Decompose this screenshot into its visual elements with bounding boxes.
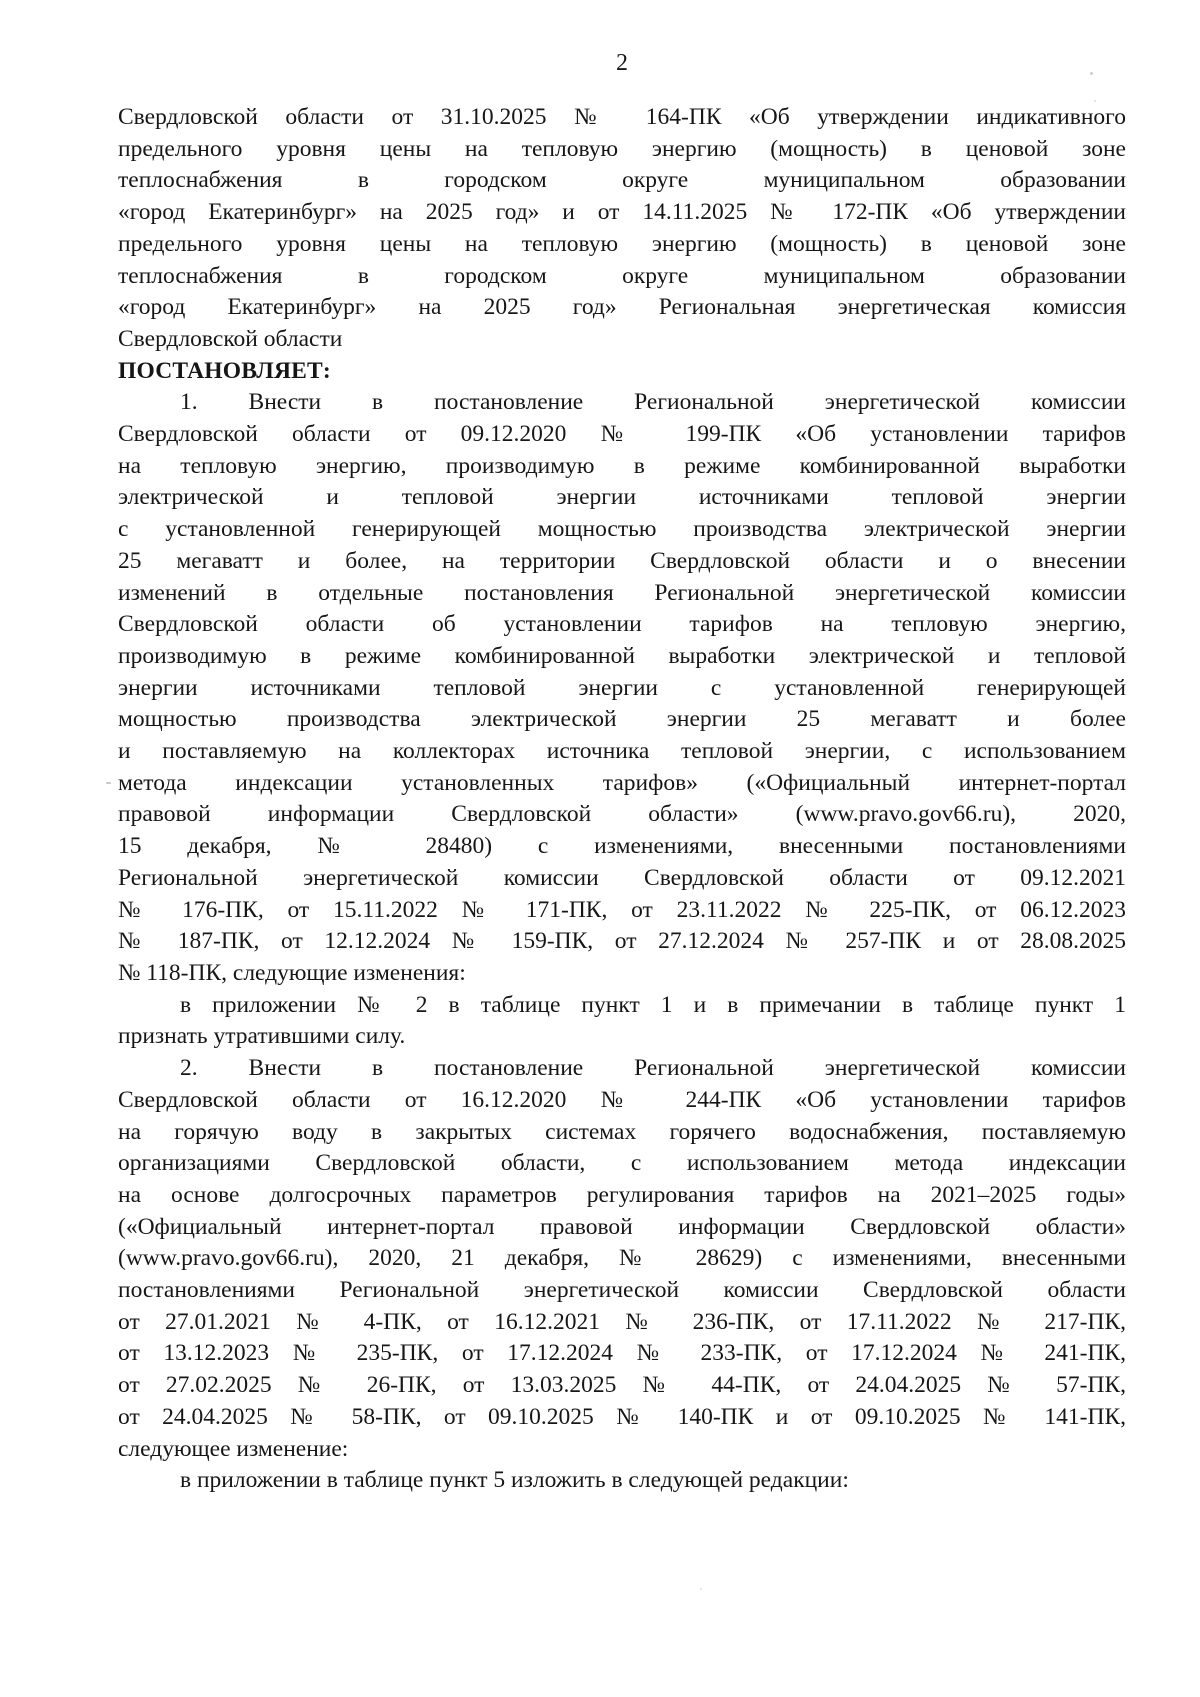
text-line: организациями Свердловской области, с использованием метода индексации — [118, 1150, 1126, 1177]
text-line: Свердловской области — [118, 325, 343, 352]
text-line: (www.pravo.gov66.ru), 2020, 21 декабря, № 28629) с изменениями, внесенными — [118, 1245, 1126, 1272]
text-line: предельного уровня цены на тепловую энергию (мощность) в ценовой зоне — [118, 230, 1126, 257]
text-line: энергии источниками тепловой энергии с установленной генерирующей — [118, 674, 1126, 701]
text-line: «город Екатеринбург» на 2025 год» Региональная энергетическая комиссия — [118, 294, 1126, 321]
text-line: («Официальный интернет-портал правовой информации Свердловской области» — [118, 1213, 1126, 1240]
text-line: Свердловской области от 31.10.2025 № 164-ПК «Об утверждении индикативного — [118, 104, 1126, 130]
text-line: от 13.12.2023 № 235-ПК, от 17.12.2024 № 233-ПК, от 17.12.2024 № 241-ПК, — [118, 1340, 1126, 1367]
text-line: от 27.01.2021 № 4-ПК, от 16.12.2021 № 236-ПК, от 17.11.2022 № 217-ПК, — [118, 1308, 1126, 1335]
text-line: в приложении № 2 в таблице пункт 1 и в примечании в таблице пункт 1 — [180, 991, 1126, 1018]
text-line: мощностью производства электрической энергии 25 мегаватт и более — [118, 706, 1126, 733]
text-line: на основе долгосрочных параметров регулирования тарифов на 2021–2025 годы» — [118, 1181, 1126, 1208]
text-line: предельного уровня цены на тепловую энергию (мощность) в ценовой зоне — [118, 135, 1126, 162]
text-line: на горячую воду в закрытых системах горячего водоснабжения, поставляемую — [118, 1118, 1126, 1145]
text-line: от 24.04.2025 № 58-ПК, от 09.10.2025 № 140-ПК и от 09.10.2025 № 141-ПК, — [118, 1403, 1126, 1430]
text-line: Региональной энергетической комиссии Свердловской области от 09.12.2021 — [118, 864, 1126, 891]
text-line: теплоснабжения в городском округе муниципальном образовании — [118, 262, 1126, 289]
text-line: и поставляемую на коллекторах источника тепловой энергии, с использованием — [118, 738, 1126, 765]
scan-artifact-dot — [1090, 72, 1093, 75]
text-line: № 187-ПК, от 12.12.2024 № 159-ПК, от 27.12.2024 № 257-ПК и от 28.08.2025 — [118, 928, 1126, 955]
text-line: от 27.02.2025 № 26-ПК, от 13.03.2025 № 44-ПК, от 24.04.2025 № 57-ПК, — [118, 1372, 1126, 1399]
page-number: 2 — [616, 50, 628, 76]
scan-artifact-dot — [700, 1588, 702, 1590]
text-line: электрической и тепловой энергии источниками тепловой энергии — [118, 484, 1126, 511]
text-line: изменений в отдельные постановления Региональной энергетической комиссии — [118, 579, 1126, 606]
text-line: 1. Внести в постановление Региональной энергетической комиссии — [180, 389, 1126, 416]
text-line: правовой информации Свердловской области» (www.pravo.gov66.ru), 2020, — [118, 801, 1126, 828]
text-line: 25 мегаватт и более, на территории Свердловской области и о внесении — [118, 547, 1126, 574]
text-line: постановлениями Региональной энергетической комиссии Свердловской области — [118, 1277, 1126, 1304]
text-line: следующее изменение: — [118, 1435, 349, 1462]
scan-artifact-dot — [1094, 100, 1096, 102]
text-line: Свердловской области от 09.12.2020 № 199-ПК «Об установлении тарифов — [118, 421, 1126, 448]
text-line: № 118-ПК, следующие изменения: — [118, 959, 466, 986]
text-line: Свердловской области об установлении тарифов на тепловую энергию, — [118, 611, 1126, 638]
text-line: в приложении в таблице пункт 5 изложить в следующей редакции: — [180, 1467, 849, 1494]
scan-artifact-dot — [106, 782, 111, 784]
text-line: ПОСТАНОВЛЯЕТ: — [118, 357, 331, 384]
text-line: на тепловую энергию, производимую в режиме комбинированной выработки — [118, 452, 1126, 479]
text-line: 2. Внести в постановление Региональной энергетической комиссии — [180, 1055, 1126, 1082]
text-line: метода индексации установленных тарифов» («Официальный интернет-портал — [118, 769, 1126, 796]
document-body — [118, 102, 1126, 1497]
text-line: «город Екатеринбург» на 2025 год» и от 14.11.2025 № 172-ПК «Об утверждении — [118, 199, 1126, 226]
text-line: признать утратившими силу. — [118, 1023, 406, 1050]
text-line: теплоснабжения в городском округе муниципальном образовании — [118, 167, 1126, 194]
text-line: № 176-ПК, от 15.11.2022 № 171-ПК, от 23.11.2022 № 225-ПК, от 06.12.2023 — [118, 896, 1126, 923]
text-line: 15 декабря, № 28480) с изменениями, внесенными постановлениями — [118, 833, 1126, 860]
text-line: Свердловской области от 16.12.2020 № 244-ПК «Об установлении тарифов — [118, 1086, 1126, 1113]
text-line: производимую в режиме комбинированной выработки электрической и тепловой — [118, 642, 1126, 669]
text-line: с установленной генерирующей мощностью производства электрической энергии — [118, 516, 1126, 543]
